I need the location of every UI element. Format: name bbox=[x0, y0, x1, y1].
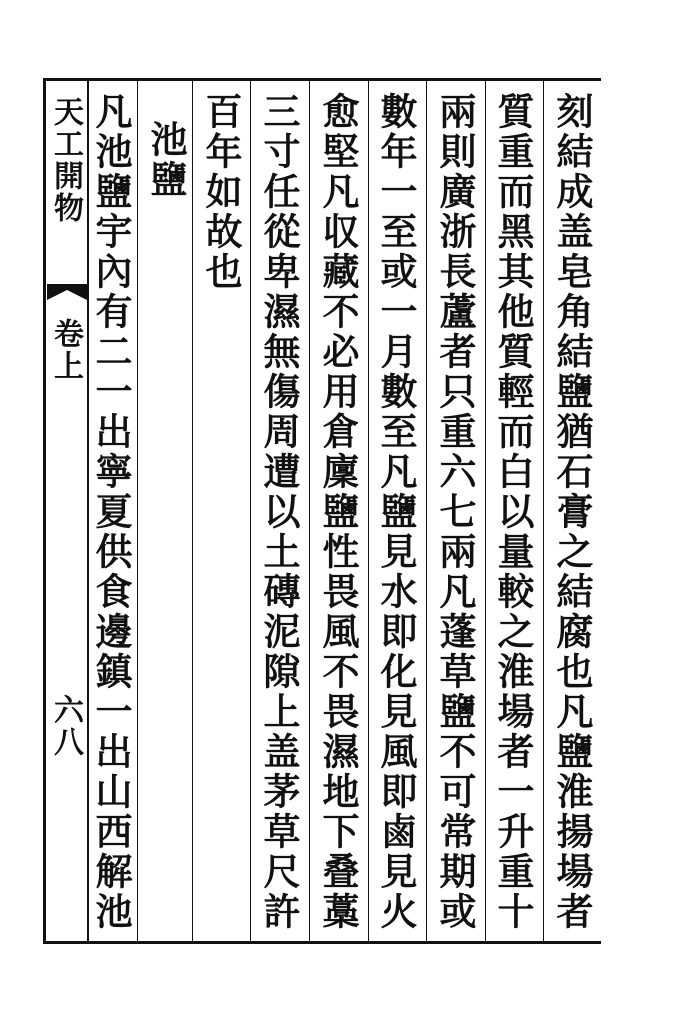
page-number: 六八 bbox=[48, 694, 83, 758]
text-column-3: 兩則廣浙長蘆者只重六七兩凡蓬草鹽不可常期或 bbox=[433, 92, 477, 932]
book-title: 天工開物 bbox=[48, 96, 83, 224]
column-divider bbox=[543, 78, 544, 944]
column-divider bbox=[309, 78, 310, 944]
column-divider bbox=[426, 78, 427, 944]
text-column-6: 三寸任從卑濕無傷周遭以土磚泥隙上盖茅草尺許 bbox=[257, 92, 301, 932]
column-divider bbox=[192, 78, 193, 944]
column-divider bbox=[250, 78, 251, 944]
fish-tail-mark bbox=[47, 282, 87, 302]
section-heading: 池鹽 bbox=[144, 120, 188, 200]
text-column-7: 百年如故也 bbox=[199, 92, 243, 292]
top-border bbox=[43, 78, 601, 81]
column-divider bbox=[485, 78, 486, 944]
text-column-5: 愈堅凡収藏不必用倉廩鹽性畏風不畏濕地下叠藁 bbox=[316, 92, 360, 932]
column-divider bbox=[368, 78, 369, 944]
column-divider bbox=[137, 78, 138, 944]
volume-label: 卷上 bbox=[48, 318, 83, 382]
left-border bbox=[43, 78, 46, 944]
text-column-4: 數年一至或一月數至凡鹽見水即化見風即鹵見火 bbox=[374, 92, 418, 932]
bottom-border bbox=[43, 941, 601, 944]
text-column-1: 刻結成盖皂角結鹽猶石膏之結腐也凡鹽淮揚場者 bbox=[550, 92, 594, 932]
text-column-8: 凡池鹽宇內有二一出寧夏供食邊鎮一出山西解池 bbox=[89, 92, 133, 932]
text-column-2: 質重而黑其他質輕而白以量較之淮場者一升重十 bbox=[491, 92, 535, 932]
